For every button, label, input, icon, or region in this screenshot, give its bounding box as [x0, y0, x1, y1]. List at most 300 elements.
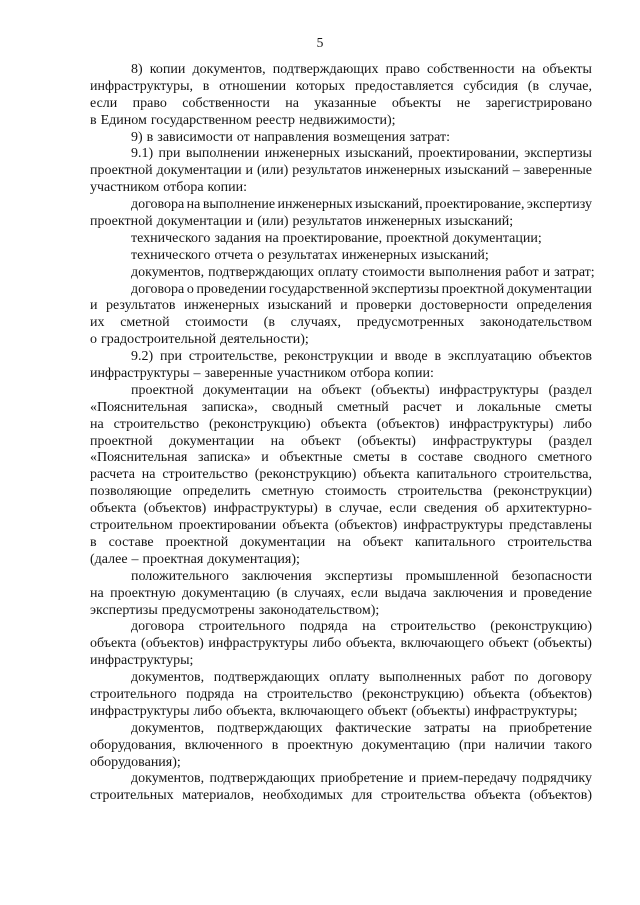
word: (раздел: [548, 382, 592, 398]
word: инженерных: [365, 163, 441, 179]
word: строительство: [113, 416, 200, 432]
word: (объектов): [376, 416, 440, 432]
word: и: [455, 399, 464, 415]
word: объекты: [542, 62, 592, 77]
word: (объектов): [334, 518, 398, 534]
word: сметной: [120, 315, 170, 331]
word: копии:: [207, 180, 248, 196]
word: изысканий,: [355, 197, 423, 213]
word: инфраструктуры;: [474, 703, 578, 719]
word: экспертизы: [324, 568, 393, 584]
word: собственности: [182, 95, 270, 111]
word: документации: [156, 163, 242, 179]
word: на: [243, 686, 258, 702]
word: градостроительной: [101, 332, 217, 348]
text-line: [90, 113, 592, 130]
word: сводного: [473, 450, 527, 466]
text-line: [90, 586, 592, 603]
word: инженерных: [264, 146, 340, 162]
word: документации;: [452, 230, 542, 246]
word: инфраструктуры): [213, 501, 318, 517]
word: подтверждающих: [213, 670, 320, 686]
word: для: [351, 788, 373, 804]
word: объекта,: [226, 703, 277, 719]
word: подтверждающих: [209, 771, 316, 787]
text-line: [90, 518, 592, 535]
word: не: [456, 95, 471, 111]
text-line: [90, 248, 592, 265]
word: подтверждающих: [216, 720, 323, 736]
word: оплату: [329, 670, 370, 686]
word: в: [146, 129, 154, 145]
word: право: [132, 95, 167, 111]
word: документацию: [182, 585, 271, 601]
word: предусмотренных: [356, 315, 465, 331]
word: предусмотрены: [161, 602, 255, 618]
word: 8): [131, 62, 143, 77]
text-line: [90, 484, 592, 501]
word: изысканий;: [420, 247, 489, 263]
word: на: [141, 467, 156, 483]
word: проектной: [90, 433, 153, 449]
word: проектной: [90, 214, 153, 230]
word: составе: [108, 534, 154, 550]
word: прием-передачу: [421, 771, 517, 787]
word: если: [389, 501, 417, 517]
word: зарегистрировано: [485, 95, 592, 111]
word: выполнения: [428, 264, 502, 280]
word: проектировании: [178, 518, 277, 534]
word: выдача: [384, 585, 427, 601]
word: эксплуатацию: [447, 349, 532, 365]
word: оборудования);: [90, 754, 181, 770]
word: которых: [295, 78, 346, 94]
word: заключения: [241, 568, 312, 584]
word: строительство: [390, 619, 476, 635]
word: определить: [182, 484, 251, 500]
word: зависимости: [157, 129, 233, 145]
word: строительстве,: [188, 349, 278, 365]
word: объекта: [90, 501, 137, 517]
word: договора: [131, 619, 185, 635]
word: документов,: [192, 62, 266, 77]
word: документация);: [207, 551, 300, 567]
word: случаях,: [294, 585, 345, 601]
word: такого: [553, 737, 592, 753]
text-line: [90, 315, 592, 332]
word: либо: [193, 703, 223, 719]
word: документов,: [131, 771, 205, 787]
word: объект: [367, 703, 408, 719]
word: и: [245, 214, 254, 230]
word: инфраструктуры: [90, 703, 190, 719]
word: государственном: [150, 112, 252, 128]
word: законодательством: [479, 315, 592, 331]
word: подтверждающих: [208, 264, 314, 280]
word: расчета: [90, 467, 135, 483]
word: затраты: [423, 720, 470, 736]
word: подтверждающих: [272, 62, 379, 77]
word: в: [400, 450, 408, 466]
word: договору: [538, 670, 592, 686]
word: проектной: [386, 230, 449, 246]
word: сметного: [537, 450, 592, 466]
word: на: [482, 720, 497, 736]
word: сметный: [336, 399, 389, 415]
word: включающего: [400, 636, 484, 652]
text-line: [90, 467, 592, 484]
word: случае,: [338, 501, 383, 517]
word: оборудования,: [90, 737, 176, 753]
word: объекта: [474, 788, 521, 804]
word: (реконструкцию): [208, 416, 311, 432]
text-line: [90, 721, 592, 738]
word: вводе: [394, 349, 428, 365]
word: объект: [321, 382, 362, 398]
word: архитектурно-: [506, 501, 592, 517]
word: (объектов): [529, 686, 592, 702]
word: инфраструктуры,: [90, 78, 194, 94]
word: приобретение: [509, 720, 592, 736]
word: записка»: [198, 450, 251, 466]
word: в: [271, 737, 279, 753]
word: включенного: [184, 737, 263, 753]
text-line: [90, 349, 592, 366]
word: на: [297, 382, 312, 398]
text-line: [90, 130, 592, 147]
word: инфраструктуры;: [90, 653, 194, 669]
text-line: [90, 771, 592, 788]
text-line: [90, 62, 592, 79]
text-line: [90, 332, 592, 349]
word: и: [380, 349, 388, 365]
word: включающего: [280, 703, 364, 719]
word: положительного: [131, 568, 229, 584]
word: копии: [149, 62, 186, 77]
word: проектную: [287, 737, 353, 753]
word: объект: [362, 534, 403, 550]
word: либо: [312, 636, 342, 652]
word: (объектов): [529, 788, 592, 804]
word: 9): [131, 129, 143, 145]
word: расчет: [402, 399, 442, 415]
word: объекты: [391, 95, 442, 111]
word: сметы: [353, 450, 390, 466]
text-line: [90, 79, 592, 96]
word: и: [509, 585, 518, 601]
word: документов,: [131, 720, 205, 736]
word: направления: [253, 129, 330, 145]
word: отбора: [350, 366, 391, 382]
word: объекта,: [345, 636, 396, 652]
text-line: [90, 146, 592, 163]
word: на: [270, 433, 285, 449]
word: отбора: [163, 180, 204, 196]
text-line: [90, 535, 592, 552]
document-body-text: [90, 62, 595, 805]
word: на: [362, 619, 376, 635]
word: и: [340, 298, 348, 314]
word: инфраструктуры: [90, 366, 190, 382]
word: договора: [131, 281, 185, 297]
word: (реконструкцию): [254, 467, 357, 483]
text-line: [90, 501, 592, 518]
text-line: [90, 687, 592, 704]
word: выполнении: [185, 146, 260, 162]
word: о: [186, 281, 194, 297]
word: сметы: [555, 399, 592, 415]
word: если: [90, 95, 118, 111]
word: –: [512, 163, 520, 179]
word: 9.2): [131, 349, 154, 365]
word: и: [90, 298, 98, 314]
word: проектной: [90, 163, 153, 179]
word: объекта: [363, 467, 410, 483]
word: капитального: [414, 534, 496, 550]
word: капитального: [416, 467, 497, 483]
word: документов,: [131, 670, 205, 686]
word: на: [264, 230, 279, 246]
word: заверенные: [204, 366, 273, 382]
word: изысканий: [267, 298, 332, 314]
word: документации: [156, 214, 242, 230]
word: документации: [506, 281, 592, 297]
word: (далее: [90, 551, 128, 567]
text-line: [90, 383, 592, 400]
word: сметную: [261, 484, 314, 500]
word: записка»,: [201, 399, 258, 415]
word: работ: [471, 670, 505, 686]
text-line: [90, 366, 592, 383]
word: изысканий;: [445, 214, 514, 230]
word: наличии: [494, 737, 545, 753]
word: изысканий: [444, 163, 509, 179]
word: инфраструктуры: [403, 518, 503, 534]
word: документов,: [131, 264, 205, 280]
word: проектной: [131, 382, 194, 398]
text-line: [90, 569, 592, 586]
text-line: [90, 231, 592, 248]
word: инженерных: [277, 197, 353, 213]
word: сводный: [271, 399, 323, 415]
word: предоставляется: [354, 78, 454, 94]
word: недвижимости);: [299, 112, 396, 128]
word: (объектов): [143, 501, 207, 517]
text-line: [90, 417, 592, 434]
word: стоимости: [362, 264, 425, 280]
word: «Пояснительная: [90, 450, 188, 466]
text-line: [90, 214, 592, 231]
word: по: [514, 670, 529, 686]
word: результатов: [292, 163, 362, 179]
word: проектная: [142, 551, 204, 567]
word: договора: [131, 197, 185, 213]
word: реконструкции: [283, 349, 374, 365]
word: (объектов): [141, 636, 204, 652]
word: выполненных: [379, 670, 462, 686]
word: фактические: [335, 720, 412, 736]
text-line: [90, 670, 592, 687]
text-line: [90, 282, 592, 299]
word: проектирование,: [425, 197, 525, 213]
word: участником: [90, 180, 160, 196]
word: (в: [276, 585, 288, 601]
word: материалов,: [182, 788, 255, 804]
word: Едином: [100, 112, 147, 128]
word: строительства: [397, 484, 483, 500]
word: либо: [563, 416, 592, 432]
word: проверки: [356, 298, 412, 314]
text-line: [90, 434, 592, 451]
word: строительства: [380, 788, 466, 804]
word: проведение: [523, 585, 592, 601]
word: и: [245, 163, 254, 179]
word: в: [202, 78, 210, 94]
word: проектировании,: [418, 146, 519, 162]
word: (объекты): [357, 433, 416, 449]
word: (объекты): [533, 636, 592, 652]
word: оплату: [317, 264, 359, 280]
word: результатах: [268, 247, 338, 263]
text-line: [90, 552, 592, 569]
word: случае,: [548, 78, 592, 94]
word: инженерных: [183, 298, 260, 314]
word: деятельности);: [220, 332, 309, 348]
word: инфраструктуры: [208, 636, 308, 652]
word: объекта: [473, 686, 520, 702]
word: субсидия: [463, 78, 519, 94]
word: на: [337, 534, 351, 550]
word: инженерных: [341, 247, 417, 263]
word: (объекты): [370, 382, 430, 398]
word: технического: [131, 230, 211, 246]
word: заверенные: [523, 163, 592, 179]
word: собственности: [427, 62, 515, 77]
word: строительных: [90, 788, 174, 804]
word: определения: [516, 298, 592, 314]
word: результатов: [292, 214, 363, 230]
word: стоимости: [185, 315, 248, 331]
word: задания: [214, 230, 261, 246]
word: на: [521, 62, 536, 77]
word: государственной: [268, 281, 369, 297]
word: в: [90, 534, 97, 550]
text-line: [90, 298, 592, 315]
word: документации: [240, 534, 326, 550]
word: (в: [527, 78, 540, 94]
word: проектной: [165, 534, 229, 550]
word: об: [484, 501, 499, 517]
word: подряда: [299, 619, 348, 635]
word: (реконструкцию): [490, 619, 592, 635]
word: (реконструкции): [493, 484, 592, 500]
word: безопасности: [511, 568, 592, 584]
word: изысканий,: [345, 146, 413, 162]
text-line: [90, 180, 592, 197]
word: объектов: [538, 349, 592, 365]
word: и: [261, 450, 269, 466]
word: достоверности: [420, 298, 509, 314]
word: на: [186, 197, 201, 213]
word: результатов: [105, 298, 176, 314]
word: реестр: [255, 112, 296, 128]
word: строительства,: [503, 467, 592, 483]
text-line: [90, 755, 592, 772]
word: указанные: [314, 95, 377, 111]
word: –: [193, 366, 201, 382]
word: «Пояснительная: [90, 399, 188, 415]
word: инфраструктуры: [432, 433, 532, 449]
word: проектной: [441, 281, 505, 297]
text-line: [90, 603, 592, 620]
word: 9.1): [131, 146, 154, 162]
word: инфраструктуры: [439, 382, 539, 398]
word: промышленной: [405, 568, 499, 584]
word: объекта: [282, 518, 329, 534]
word: если: [350, 585, 379, 601]
word: экспертизы: [524, 146, 592, 162]
word: объекта: [90, 636, 137, 652]
text-line: [90, 704, 592, 721]
word: на: [90, 416, 104, 432]
word: отношении: [219, 78, 287, 94]
word: сведения: [423, 501, 478, 517]
word: при: [158, 146, 181, 162]
word: при: [160, 349, 182, 365]
word: возмещения: [333, 129, 406, 145]
word: инженерных: [366, 214, 442, 230]
word: объект: [300, 433, 341, 449]
word: необходимых: [262, 788, 344, 804]
word: документации: [169, 433, 255, 449]
word: затрат:: [409, 129, 450, 145]
word: экспертизу: [526, 197, 592, 213]
word: строительство: [162, 467, 248, 483]
text-line: [90, 197, 592, 214]
word: работ: [505, 264, 539, 280]
word: инфраструктуры): [449, 416, 554, 432]
word: в: [90, 112, 97, 128]
word: экспертизы: [90, 602, 158, 618]
word: (или): [256, 163, 289, 179]
text-line: [90, 788, 592, 805]
word: о: [257, 247, 265, 263]
word: (при: [458, 737, 486, 753]
word: от: [236, 129, 250, 145]
word: объект: [488, 636, 529, 652]
word: (объекты): [411, 703, 471, 719]
word: (или): [257, 214, 289, 230]
word: объектные: [279, 450, 343, 466]
word: в: [325, 501, 332, 517]
text-line: [90, 163, 592, 180]
text-line: [90, 450, 592, 467]
word: (реконструкцию): [362, 686, 464, 702]
text-line: [90, 264, 595, 282]
word: объекта: [320, 416, 367, 432]
text-line: [90, 400, 592, 417]
word: законодательством);: [258, 602, 380, 618]
word: их: [90, 315, 105, 331]
word: экспертизы: [371, 281, 440, 297]
word: проектирование,: [282, 230, 383, 246]
word: случаях,: [290, 315, 342, 331]
word: проведении: [196, 281, 267, 297]
word: приобретение: [320, 771, 404, 787]
word: и: [408, 771, 417, 787]
word: строительном: [90, 518, 173, 534]
word: в: [434, 349, 442, 365]
